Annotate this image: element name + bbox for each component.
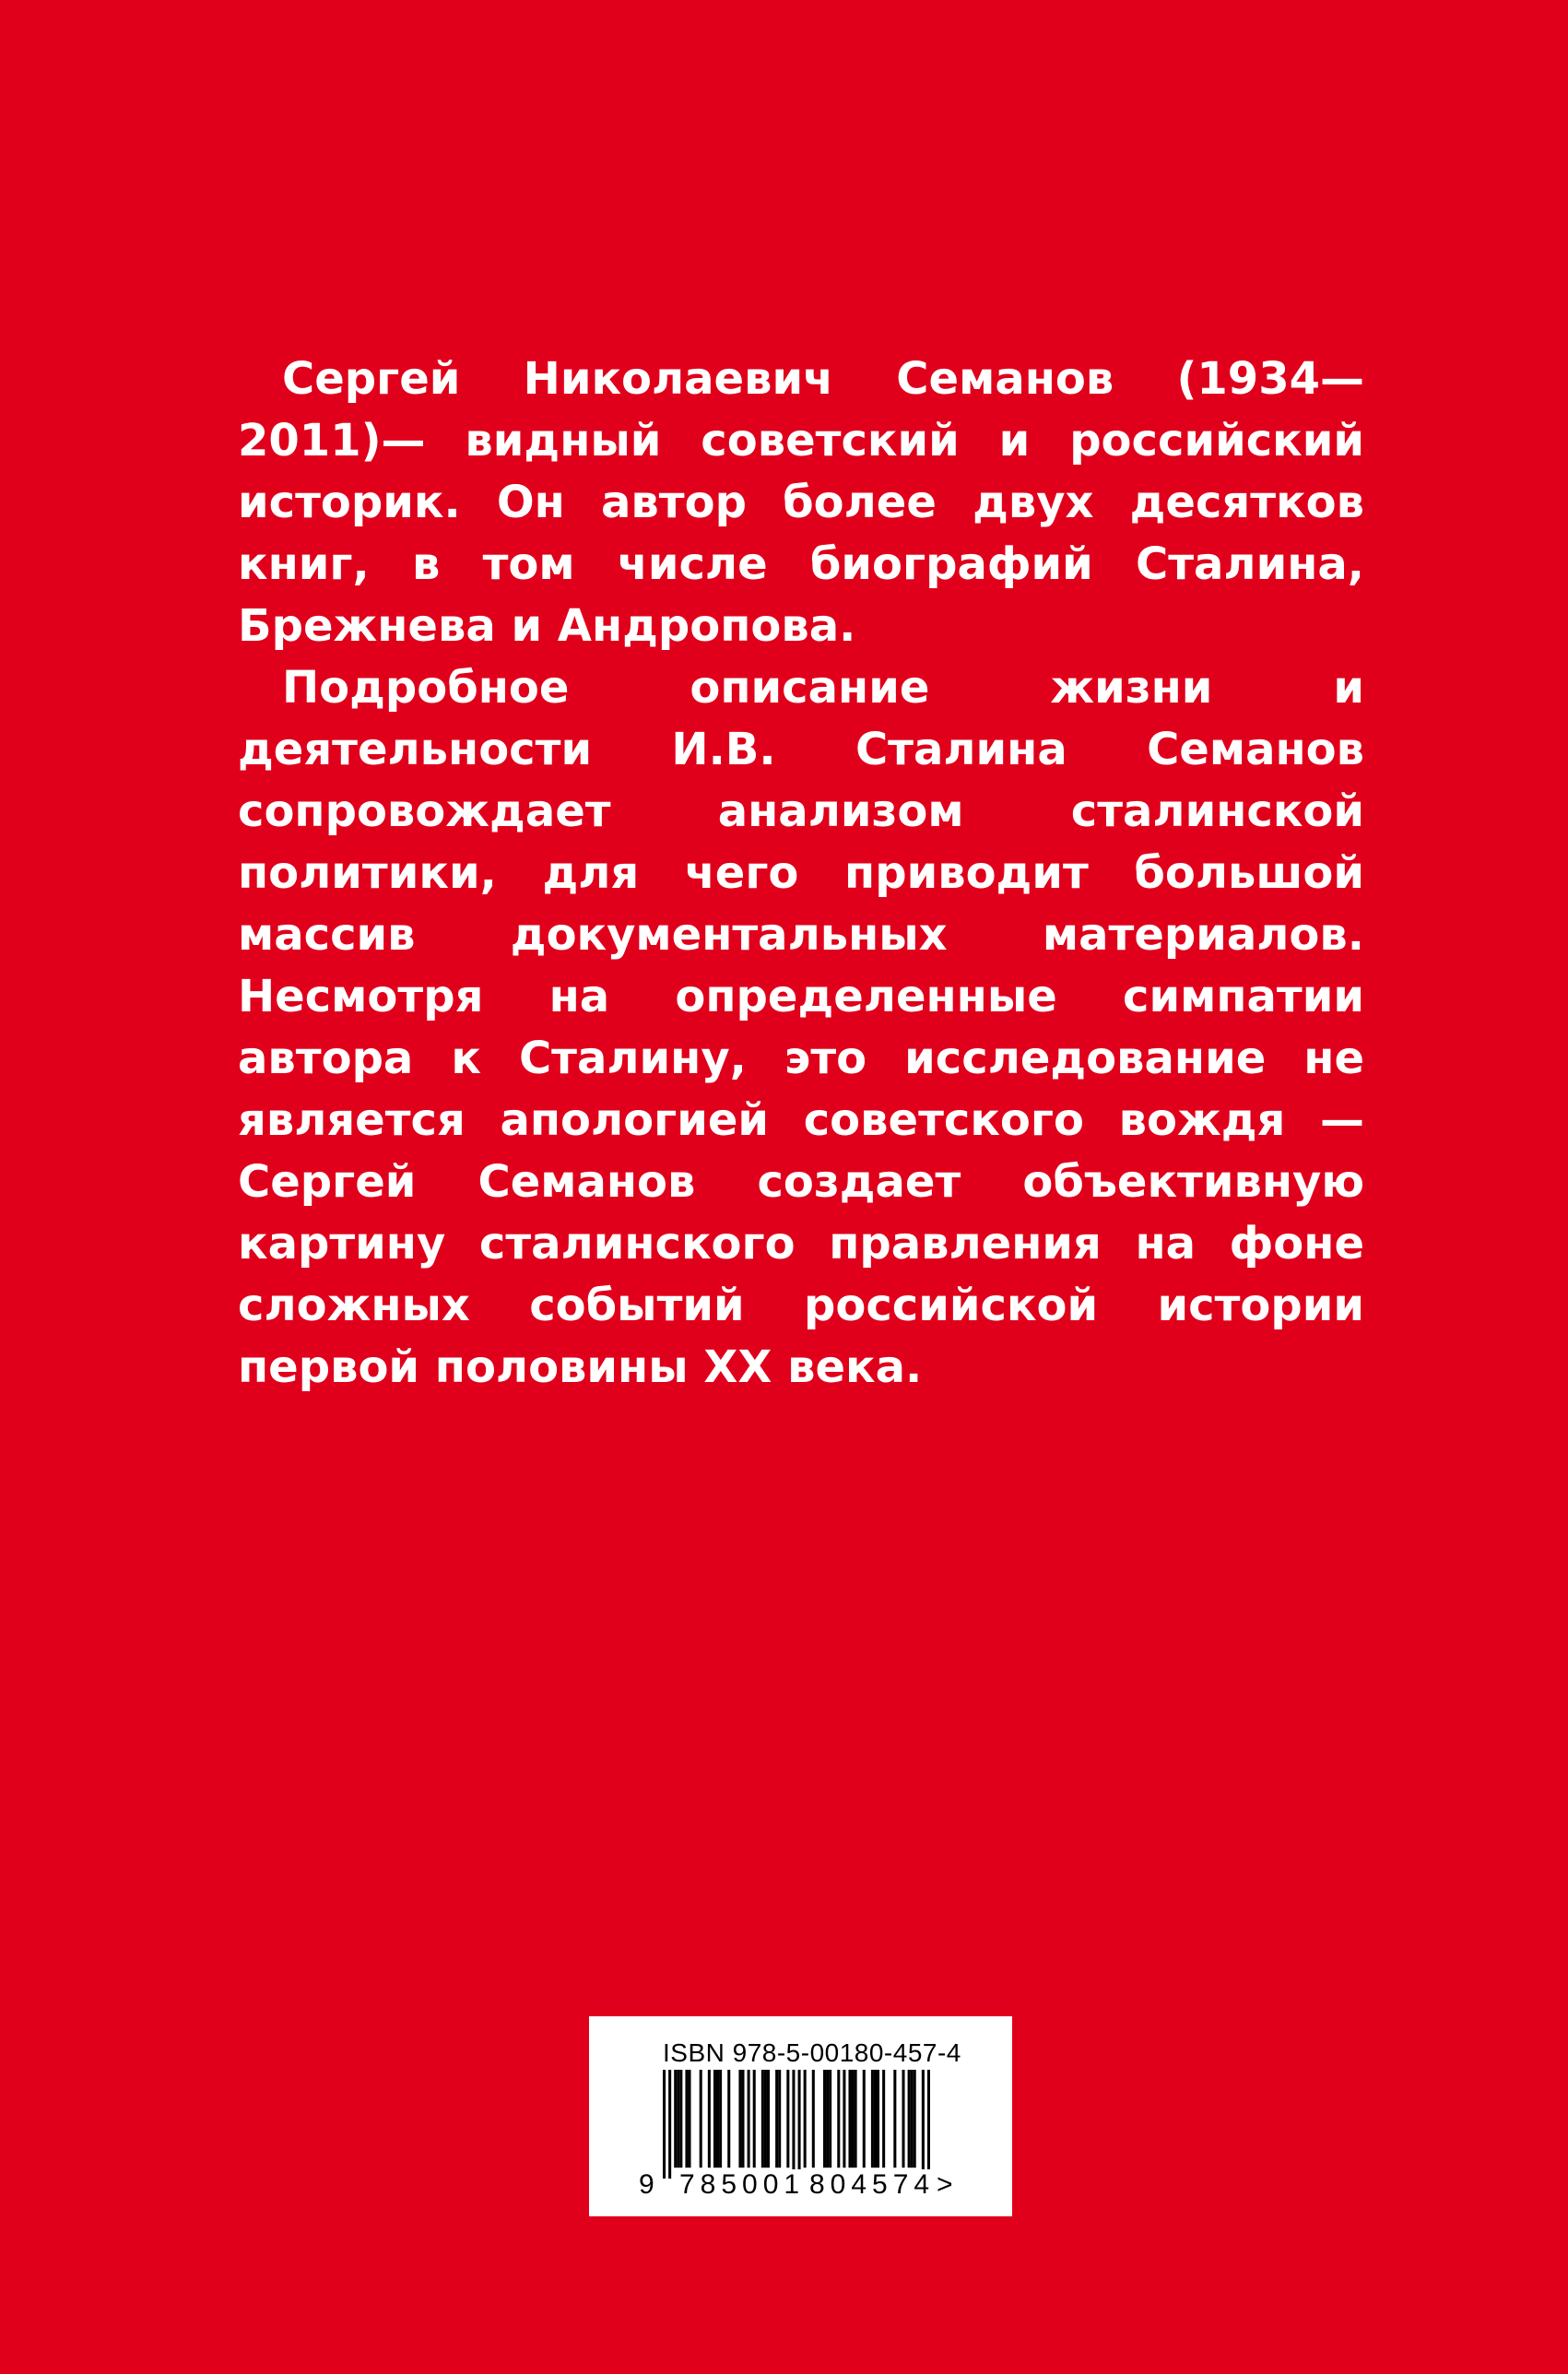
barcode-bar xyxy=(761,2070,764,2167)
barcode-guard-bar xyxy=(927,2070,930,2179)
barcode-bar xyxy=(826,2070,829,2167)
barcode-bar xyxy=(748,2070,750,2167)
blurb-paragraph-description: Подробное описание жизни и деятельности И.В. Сталина Семанов сопровождает анализом сталинской политики, для чего приводит большой массив документальных материалов. Несмотря на определенные симпатии автора к Сталину, это исследование не является апологией советского вождя — Сергей Семанов создает объективную картину сталинского правления на фоне сложных событий российской истории первой половины XX века. xyxy=(238,662,1364,1393)
barcode-guard-bar xyxy=(663,2070,666,2179)
cover-blurb xyxy=(238,348,1364,1399)
barcode-bar xyxy=(863,2070,866,2167)
barcode-bar xyxy=(708,2070,711,2167)
isbn-label: ISBN 978-5-00180-457-4 xyxy=(663,2038,961,2067)
isbn-barcode xyxy=(589,2016,1012,2216)
barcode-bar xyxy=(775,2070,778,2167)
barcode-bar xyxy=(719,2070,722,2167)
barcode-bars xyxy=(663,2070,930,2179)
barcode-guard-bar xyxy=(668,2070,671,2179)
barcode-bar xyxy=(914,2070,916,2167)
barcode-digits-right: 804574 xyxy=(809,2169,936,2200)
barcode-bar xyxy=(877,2070,879,2167)
barcode-bar xyxy=(871,2070,874,2167)
barcode-bar xyxy=(804,2070,807,2167)
barcode-guard-bar xyxy=(792,2070,795,2179)
barcode-bar xyxy=(829,2070,831,2167)
barcode-bar xyxy=(902,2070,904,2167)
barcode-bar xyxy=(882,2070,885,2167)
barcode-bar xyxy=(767,2070,770,2167)
barcode-bar xyxy=(677,2070,679,2167)
barcode-bar xyxy=(738,2070,741,2167)
barcode-bar xyxy=(713,2070,716,2167)
barcode-bar xyxy=(674,2070,677,2167)
barcode-bar xyxy=(855,2070,857,2167)
barcode-bar xyxy=(812,2070,815,2167)
barcode-bar xyxy=(874,2070,877,2167)
barcode-bar xyxy=(716,2070,719,2167)
barcode-quiet-zone-mark: > xyxy=(937,2169,953,2200)
barcode-bar xyxy=(823,2070,826,2167)
barcode-bar xyxy=(764,2070,767,2167)
barcode-bar xyxy=(778,2070,781,2167)
barcode-bar xyxy=(837,2070,840,2167)
barcode-bar xyxy=(893,2070,896,2167)
barcode-bar xyxy=(685,2070,688,2167)
barcode-bar xyxy=(786,2070,789,2167)
barcode-bar xyxy=(852,2070,855,2167)
blurb-paragraph-author: Сергей Николаевич Семанов (1934—2011)— видный советский и российский историк. Он автор более двух десятков книг, в том числе биографий Сталина, Брежнева и Андропова. xyxy=(238,353,1364,652)
barcode-digits-left: 785001 xyxy=(679,2169,806,2200)
barcode-guard-bar xyxy=(798,2070,801,2179)
barcode-bar xyxy=(753,2070,756,2167)
barcode-bar xyxy=(843,2070,845,2167)
barcode-bar xyxy=(911,2070,914,2167)
barcode-bar xyxy=(848,2070,851,2167)
barcode-bar xyxy=(908,2070,911,2167)
barcode-bar xyxy=(700,2070,702,2167)
barcode-guard-bar xyxy=(922,2070,925,2179)
barcode-bar xyxy=(741,2070,744,2167)
barcode-digit-first: 9 xyxy=(639,2169,654,2200)
barcode-bar xyxy=(727,2070,730,2167)
barcode-bar xyxy=(679,2070,682,2167)
barcode-bar xyxy=(688,2070,690,2167)
